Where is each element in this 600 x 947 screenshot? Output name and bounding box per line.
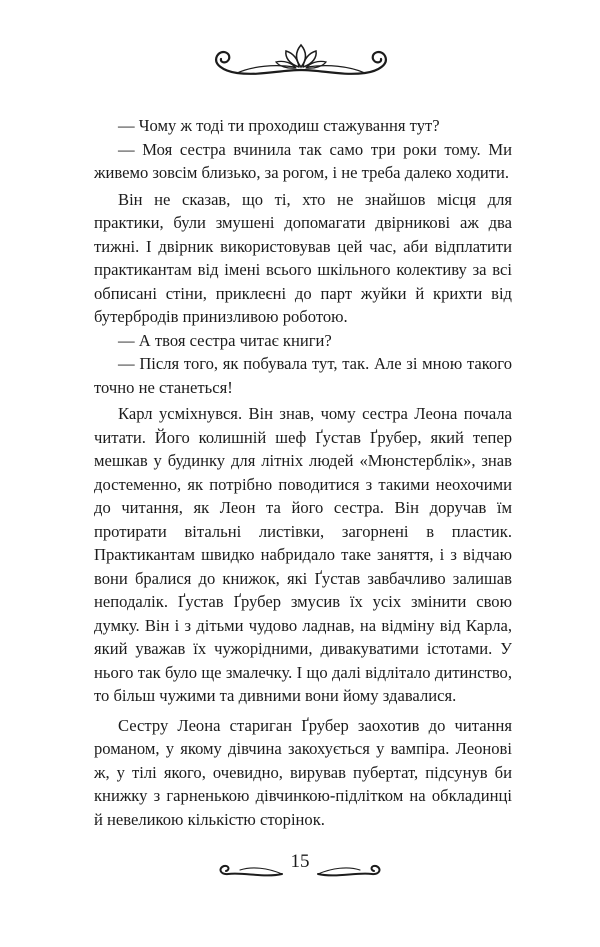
page-text [94, 114, 512, 831]
paragraph: Карл усміхнувся. Він знав, чому сестра Леона почала читати. Його колишній шеф Ґустав Ґрубер, який тепер мешкав у будинку для літніх людей «Мюнстерблік», знав достеменно, як потрібно поводитися з такими неохочими до читання, як Леон та його сестра. Він доручав їм протирати вітальні листівки, загорнені в пластик. Практикантам швидко набридало таке заняття, і з відчаю вони бралися до книжок, які Ґустав завбачливо залишав неподалік. Ґустав Ґрубер змусив їх усіх змінити свою думку. Він і з дітьми чудово ладнав, на відміну від Карла, який уважав їх чужорідними, дивакуватими істотами. У нього так було ще змалечку. І що далі відлітало дитинство, то більш чужими та дивними вони йому здавалися. [94, 404, 512, 705]
page-footer [214, 846, 386, 886]
lotus-flourish-icon [205, 40, 397, 80]
top-ornament [205, 40, 397, 80]
paragraph: — А твоя сестра читає книги? [118, 330, 332, 350]
paragraph: — Чому ж тоді ти проходиш стажування тут? [118, 116, 440, 135]
page-number: 15 [290, 851, 310, 872]
paragraph: Сестру Леона стариган Ґрубер заохотив до читання романом, у якому дівчина закохується у вампіра. Леонові ж, у тілі якого, очевидно, вирував пубертат, підсунув би книжку з гарненькою дівчинкою-підлітком на обкладинці й невеликою кількістю сторінок. [94, 715, 512, 829]
paragraph: — Після того, як побувала тут, так. Але зі мною такого точно не станеться! [94, 354, 512, 397]
paragraph: — Моя сестра вчинила так само три роки тому. Ми живемо зовсім близько, за рогом, і не треба далеко ходити. [94, 139, 512, 182]
paragraph: Він не сказав, що ті, хто не знайшов місця для практики, були змушені допомагати двірникові аж два тижні. І двірник використовував цей час, аби відплатити практикантам від імені всього шкільного колективу за всі обписані стіни, приклеєні до парт жуйки й крихти від бутербродів принизливою роботою. [94, 189, 512, 326]
